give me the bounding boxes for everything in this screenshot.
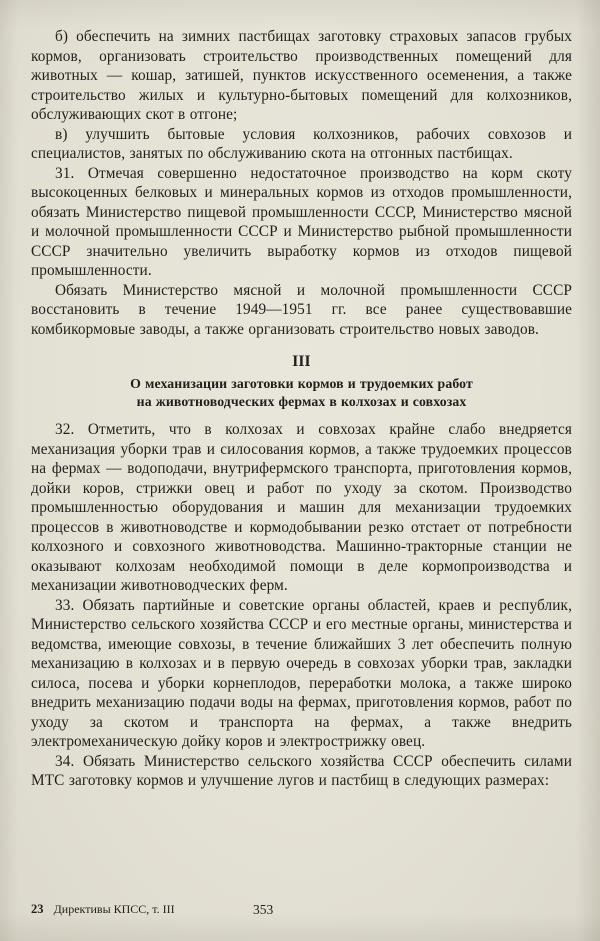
paragraph-item-v: в) улучшить бытовые условия колхозников, рабочих совхозов и специалистов, занятых по обслуживанию скота на отгонных пастбищах. [31, 125, 572, 162]
page-number: 353 [253, 902, 274, 917]
section-title-line2: на животноводческих фермах в колхозах и совхозах [136, 393, 467, 409]
paragraph-34: 34. Обязать Министерство сельского хозяйства СССР обеспечить силами МТС заготовку кормов и улучшение лугов и пастбищ в следующих размерах: [31, 752, 572, 789]
paragraph-31-continued: Обязать Министерство мясной и молочной промышленности СССР восстановить в течение 1949—1951 гг. все ранее существовавшие комбикормовые заводы, а также организовать строительство новых заводов. [31, 281, 572, 338]
paragraph-item-b: б) обеспечить на зимних пастбищах заготовку страховых запасов грубых кормов, организовать строительство производственных помещений для животных — кошар, затишей, пунктов искусственного осеменения, а также строительство жилых и культурно-бытовых помещений для колхозников, обслуживающих скот в отгоне; [31, 28, 572, 123]
signature-number: 23 [31, 902, 44, 916]
text-block [31, 27, 572, 791]
paragraph-32: 32. Отметить, что в колхозах и совхозах крайне слабо внедряется механизация уборки трав и силосования кормов, а также трудоемких процессов на фермах — водоподачи, внутрифермского транспорта, приготовления кормов, дойки коров, стрижки овец и работ по уходу за скотом. Производство промышленностью оборудования и машин для механизации трудоемких процессов в животноводстве и кормодобывании резко отстает от потребности колхозного и совхозного животноводства. Машинно-тракторные станции не оказывают колхозам необходимой помощи в деле кормопроизводства и механизации животноводческих ферм. [31, 421, 572, 594]
paragraph-33: 33. Обязать партийные и советские органы областей, краев и республик, Министерство сельского хозяйства СССР и его местные органы, министерства и ведомства, имеющие совхозы, в течение ближайших 3 лет обеспечить полную механизацию в колхозах и в первую очередь в совхозах уборки трав, закладки силоса, посева и уборки корнеплодов, переработки молока, а также широко внедрить механизацию подачи воды на фермах, приготовления кормов, работ по уходу за скотом и транспорта на фермах, а также внедрить электромеханическую дойку коров и электрострижку овец. [31, 596, 572, 750]
section-heading [31, 352, 572, 410]
section-title [31, 375, 572, 410]
paragraph-31: 31. Отмечая совершенно недостаточное производство на корм скоту высокоценных белковых и минеральных кормов из отходов промышленности, обязать Министерство пищевой промышленности СССР, Министерство мясной и молочной промышленности СССР и Министерство рыбной промышленности СССР значительно увеличить выработку кормов из отходов пищевой промышленности. [31, 164, 572, 279]
page-footer [31, 902, 572, 917]
section-number: III [292, 353, 311, 370]
edition-label: Директивы КПСС, т. III [53, 902, 175, 916]
signature-mark [31, 902, 175, 916]
section-title-line1: О механизации заготовки кормов и трудоемких работ [130, 376, 473, 391]
